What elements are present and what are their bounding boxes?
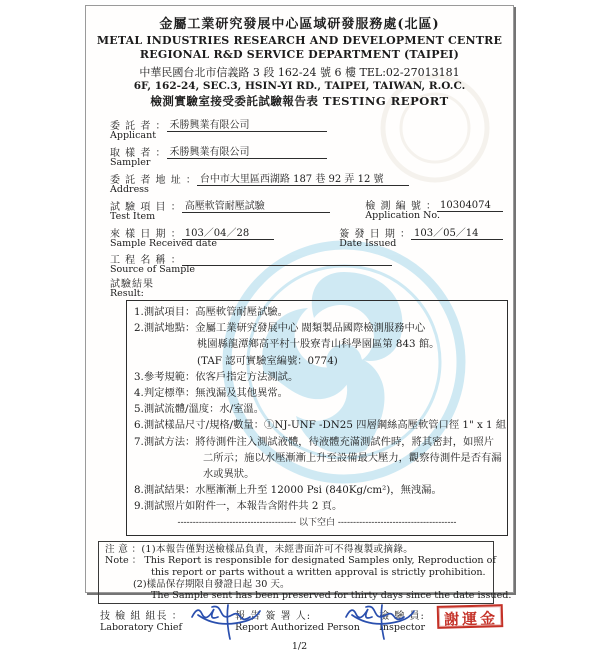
lab-chief-label-zh: 技 檢 組 組長 ： — [100, 610, 183, 622]
received-date-label-zh: 來 樣 日 期 ： — [110, 229, 182, 241]
report-header — [96, 17, 503, 109]
result-line: 4.判定標準：無洩漏及其他異常。 — [134, 387, 288, 400]
inspector-group — [379, 607, 435, 633]
received-date-value: 103／04／28 — [182, 224, 274, 240]
source-label-en: Source of Sample — [110, 264, 196, 276]
result-line: 5.測試流體/溫度：水/室溫。 — [134, 403, 265, 416]
application-no-label-zh: 檢 測 編 號 ： — [365, 201, 437, 213]
result-label-en: Result: — [110, 288, 144, 300]
result-line: 1.測試項目：高壓軟管耐壓試驗。 — [134, 306, 288, 319]
org-name-zh: 金屬工業研究發展中心區域研發服務處(北區) — [159, 17, 440, 32]
result-line: --------------------------------------- 以下空白 --------------------------------------- — [177, 517, 457, 528]
lab-chief-group — [100, 607, 235, 633]
result-line: 二所示；施以水壓漸漸上升至設備最大壓力，觀察待測件是否有漏 — [203, 451, 502, 464]
result-line: 6.測試樣品尺寸/規格/數量：①NJ-UNF -DN25 四層鋼絲高壓軟管口徑 1" x 1 組 — [134, 419, 507, 432]
date-issued-value: 103／05／14 — [411, 224, 503, 240]
address-label-zh: 委 託 者 地 址 ： — [110, 175, 197, 187]
address-value: 台中市大里區西湖路 187 巷 92 弄 12 號 — [197, 170, 409, 186]
field-result-label — [110, 275, 503, 299]
result-label-zh: 試驗結果 — [110, 279, 154, 291]
report-fields — [110, 116, 503, 299]
sampler-label-zh: 取 樣 者 ： — [110, 148, 167, 160]
field-row-dates — [110, 224, 503, 249]
field-sampler — [110, 143, 503, 168]
org-address-zh: 中華民國台北市信義路 3 段 162-24 號 6 樓 TEL:02-27013181 — [139, 65, 460, 79]
test-result-box — [126, 300, 508, 536]
field-applicant — [110, 116, 503, 141]
lab-chief-label-en: Laboratory Chief — [100, 621, 183, 633]
org-address-en: 6F, 162-24, SEC.3, HSIN-YI RD., TAIPEI, TAIWAN, R.O.C. — [133, 79, 466, 92]
result-line: 8.測試結果：水壓漸漸上升至 12000 Psi (840Kg/cm²)，無洩漏。 — [134, 484, 442, 497]
report-paper — [85, 5, 514, 652]
applicant-label-en: Applicant — [110, 130, 157, 142]
field-row-testitem-appno — [110, 197, 503, 222]
address-label-en: Address — [110, 184, 149, 196]
result-line: 水或異狀。 — [203, 468, 255, 481]
result-line: 7.測試方法：將待測件注入測試液體，待液體充滿測試件時，將其密封，如照片 — [134, 435, 494, 448]
result-line: (TAF 認可實驗室編號：0774) — [197, 354, 338, 367]
authorized-label-zh: 報 告 簽 署 人: — [235, 610, 312, 622]
date-issued-label-zh: 簽 發 日 期 ： — [339, 229, 411, 241]
authorized-label-en: Report Authorized Person — [235, 621, 360, 633]
test-item-label-en: Test Item — [110, 211, 156, 223]
date-issued-label-en: Date Issued — [339, 238, 397, 250]
org-name-en-line2: REGIONAL R&D SERVICE DEPARTMENT (TAIPEI) — [139, 47, 460, 61]
application-no-value: 10304074 — [437, 200, 503, 212]
field-source — [110, 251, 503, 275]
note-line: (2)樣品保存期限自發證日起 30 天。 — [133, 578, 290, 590]
received-date-label-en: Sample Received date — [110, 238, 217, 250]
inspector-red-stamp: 謝運金 — [437, 604, 504, 629]
note-line: this report or parts without a written approval is strictly prohibition. — [151, 567, 486, 579]
org-name-en-line1: METAL INDUSTRIES RESEARCH AND DEVELOPMENT CENTRE — [96, 33, 503, 47]
signature-row — [100, 607, 503, 633]
note-line: The Sample sent has been preserved for thirty days since the date issued. — [151, 590, 512, 602]
application-no-label-en: Application No. — [365, 210, 440, 222]
note-box — [98, 541, 512, 604]
report-title: 檢測實驗室接受委託試驗報告表 TESTING REPORT — [150, 94, 449, 109]
source-label-zh: 工 程 名 稱 ： — [110, 255, 182, 267]
authorized-person-group — [235, 607, 379, 633]
test-item-label-zh: 試 驗 項 目 ： — [110, 202, 182, 214]
note-line: 注 意 ：(1)本報告僅對送檢樣品負責，未經書面許可不得複製或摘錄。 — [105, 543, 414, 555]
result-line: 桃園縣龍潭鄉高平村十股寮青山科學園區第 843 館。 — [197, 338, 440, 351]
inspector-label-en: Inspector — [379, 621, 426, 633]
sampler-label-en: Sampler — [110, 157, 151, 169]
test-item-value: 高壓軟管耐壓試驗 — [182, 197, 330, 213]
sampler-value: 禾勝興業有限公司 — [167, 143, 327, 159]
result-line: 9.測試照片如附件一，本報告含附件共 2 頁。 — [134, 500, 343, 513]
inspector-label-zh: 檢 驗 員: — [379, 610, 425, 622]
applicant-label-zh: 委 託 者 ： — [110, 121, 167, 133]
applicant-value: 禾勝興業有限公司 — [167, 116, 327, 132]
result-line: 3.參考規範：依客戶指定方法測試。 — [134, 370, 299, 383]
field-address — [110, 170, 503, 195]
note-line: Note ： This Report is responsible for designated Samples only, Reproduction of — [105, 555, 496, 567]
result-line: 2.測試地點：金屬工業研究發展中心 閥類製品國際檢測服務中心 — [134, 322, 426, 335]
page-number: 1/2 — [291, 640, 308, 652]
